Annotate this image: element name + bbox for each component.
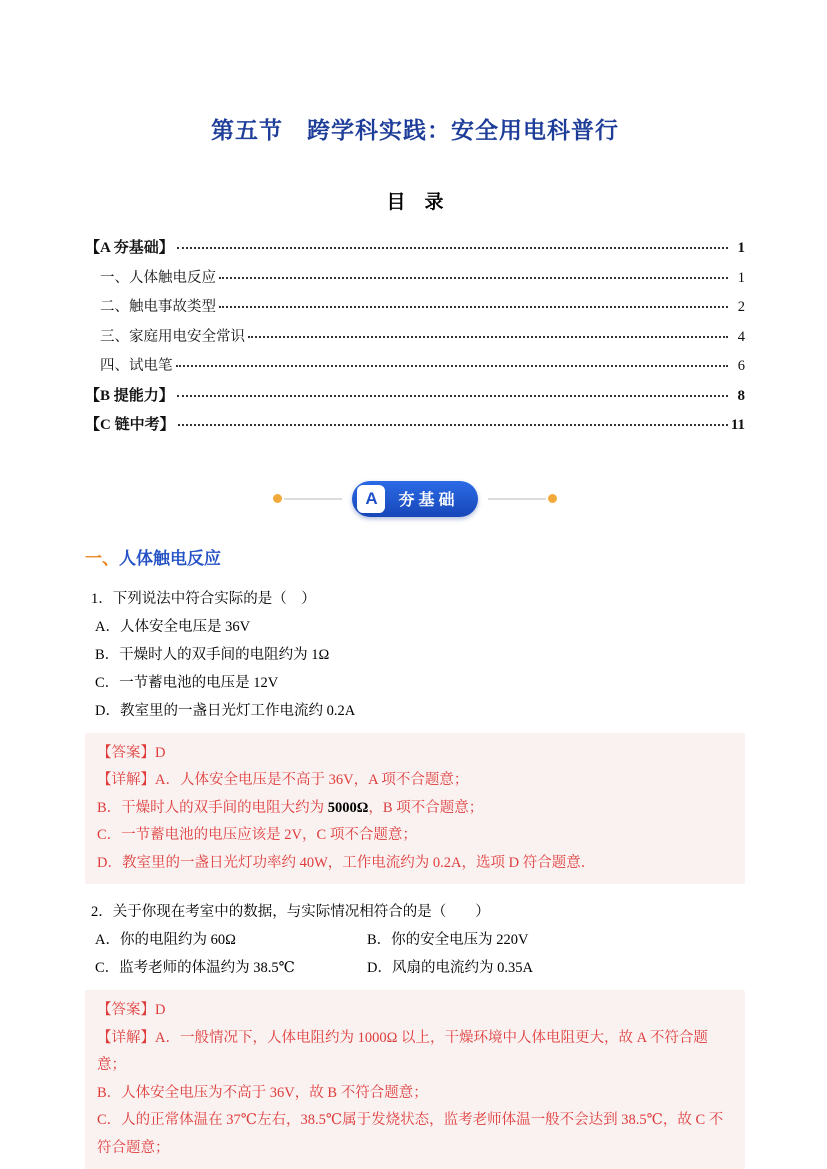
toc-page-number: 2 (737, 299, 745, 315)
answer-label: 【答案】D (97, 1002, 166, 1018)
toc-entry-label: 三、家庭用电安全常识 (100, 328, 245, 345)
question-1-options (85, 613, 745, 725)
toc-entry-label: 【B 提能力】 (85, 387, 174, 404)
question-1-option-c: C．一节蓄电池的电压是 12V (95, 674, 279, 691)
toc-entry-sub-3 (85, 323, 745, 353)
toc-entry-sub-2 (85, 293, 745, 323)
question-1-stem: 1．下列说法中符合实际的是（ ） (91, 590, 316, 607)
toc-page-number: 8 (737, 387, 745, 404)
toc-leader-dots (248, 336, 728, 338)
table-of-contents (85, 234, 745, 441)
toc-entry-label: 二、触电事故类型 (100, 299, 216, 315)
toc-entry-a (85, 234, 745, 264)
explanation-line-a: 【详解】A．人体安全电压是不高于 36V，A 项不合题意； (97, 772, 469, 788)
answer-label: 【答案】D (97, 744, 166, 761)
toc-page-number: 11 (730, 417, 745, 433)
section-a-badge (352, 481, 477, 517)
toc-page-number: 6 (737, 358, 745, 374)
question-2-stem: 2．关于你现在考室中的数据，与实际情况相符合的是（ ） (91, 904, 490, 920)
explanation-line-b (97, 795, 733, 823)
question-2-option-b: B．你的安全电压为 220V (367, 932, 529, 948)
toc-entry-label: 一、人体触电反应 (100, 269, 216, 286)
badge-letter: A (357, 485, 385, 513)
section-heading (85, 547, 745, 571)
question-1-option-a: A．人体安全电压是 36V (95, 618, 251, 635)
decor-dot-right (548, 494, 557, 503)
explanation-line-a: 【详解】A．一般情况下，人体电阻约为 1000Ω 以上，干燥环境中人体电阻更大，故 A 不符合题意； (97, 1029, 708, 1073)
question-2 (85, 898, 745, 982)
question-2-options (85, 926, 745, 982)
decor-dot-left (273, 494, 282, 503)
decor-line-left (284, 498, 342, 500)
toc-entry-label: 四、试电笔 (100, 358, 173, 374)
explanation-b-value: 5000Ω (327, 799, 369, 816)
toc-leader-dots (177, 247, 728, 249)
explanation-line-b: B．人体安全电压为不高于 36V，故 B 不符合题意； (97, 1084, 428, 1101)
section-heading-text: 人体触电反应 (119, 548, 221, 568)
explanation-b-pre: B．干燥时人的双手间的电阻大约为 (97, 799, 328, 816)
toc-entry-label: 【A 夯基础】 (85, 240, 174, 256)
badge-label: 夯基础 (398, 492, 459, 509)
toc-leader-dots (178, 424, 728, 426)
answer-block-1 (85, 733, 745, 885)
toc-page-number: 4 (737, 328, 745, 345)
toc-title: 目 录 (386, 192, 444, 213)
explanation-b-post: ，B 项不合题意； (368, 799, 484, 816)
question-2-option-a: A．你的电阻约为 60Ω (95, 932, 236, 948)
toc-page-number: 1 (737, 269, 745, 286)
toc-entry-b (85, 382, 745, 412)
page-title: 第五节 跨学科实践：安全用电科普行 (211, 117, 619, 143)
answer-block-2 (85, 990, 745, 1169)
toc-leader-dots (219, 306, 728, 308)
toc-entry-label: 【C 链中考】 (85, 417, 175, 433)
question-2-option-c: C．监考老师的体温约为 38.5℃ (95, 960, 295, 976)
toc-leader-dots (219, 277, 728, 279)
toc-page-number: 1 (737, 240, 745, 256)
question-1-option-d: D．教室里的一盏日光灯工作电流约 0.2A (95, 702, 356, 719)
toc-entry-c (85, 411, 745, 441)
toc-entry-sub-1 (85, 264, 745, 294)
decor-line-right (488, 498, 546, 500)
explanation-line-c: C．一节蓄电池的电压应该是 2V，C 项不合题意； (97, 827, 417, 843)
question-1-option-b: B．干燥时人的双手间的电阻约为 1Ω (95, 646, 330, 663)
toc-leader-dots (177, 395, 728, 397)
question-2-option-d: D．风扇的电流约为 0.35A (367, 960, 533, 976)
section-heading-number: 一、 (85, 548, 119, 568)
explanation-line-c: C．人的正常体温在 37℃左右，38.5℃属于发烧状态，监考老师体温一般不会达到 38.5℃，故 C 不符合题意； (97, 1112, 724, 1156)
toc-leader-dots (176, 365, 729, 367)
toc-entry-sub-4 (85, 352, 745, 382)
explanation-line-d: D．教室里的一盏日光灯功率约 40W，工作电流约为 0.2A，选项 D 符合题意． (97, 854, 596, 871)
section-a-banner (85, 481, 745, 517)
